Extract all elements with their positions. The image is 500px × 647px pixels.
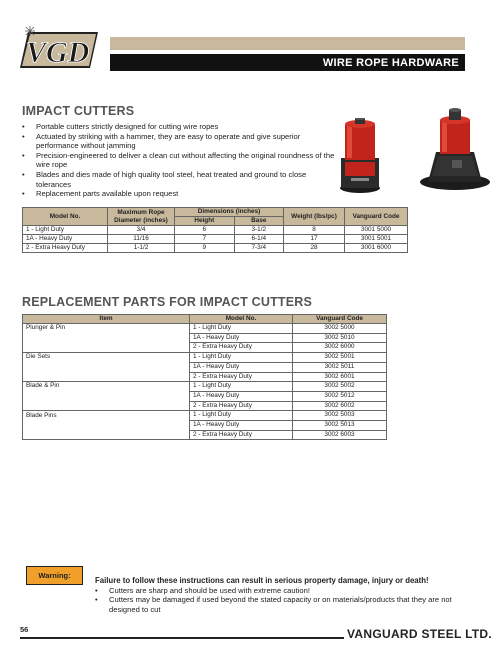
logo-text: VGD: [26, 36, 90, 69]
list-item: • Actuated by striking with a hammer, they are easy to operate and give superior performance without jamming: [22, 132, 342, 151]
cell-model: 1 - Light Duty: [190, 382, 293, 392]
page-title: WIRE ROPE HARDWARE: [322, 56, 459, 69]
cell-model: 1A - Heavy Duty: [190, 362, 293, 372]
impact-cutter-light-duty-image: [335, 118, 385, 194]
cell-item: Plunger & Pin: [23, 324, 190, 334]
cell-code: 3002 5012: [293, 391, 387, 401]
cell-height: 7: [175, 235, 235, 244]
warning-headline: Failure to follow these instructions can result in serious property damage, injury or death!: [95, 576, 429, 585]
section-title-replacement-parts: REPLACEMENT PARTS FOR IMPACT CUTTERS: [22, 295, 313, 309]
section-title-impact-cutters: IMPACT CUTTERS: [22, 104, 135, 118]
table-row: [23, 244, 408, 253]
cell-base: 7-3/4: [234, 244, 283, 253]
table-row: [23, 226, 408, 235]
cell-weight: 17: [284, 235, 345, 244]
list-item: • Cutters may be damaged if used beyond the stated capacity or on materials/products that they are not designed to cut: [95, 595, 475, 614]
cell-base: 6-1/4: [234, 235, 283, 244]
table-row: [23, 411, 387, 421]
warning-list: [95, 586, 475, 614]
col-header-dimensions: Dimensions (inches): [175, 208, 284, 217]
footer-divider: [20, 637, 344, 639]
cell-code: 3002 5000: [293, 324, 387, 334]
cell-code: 3002 5003: [293, 411, 387, 421]
table-row: [23, 333, 387, 343]
cell-item: Die Sets: [23, 353, 190, 363]
cell-code: 3001 5001: [345, 235, 408, 244]
cell-model: 2 - Extra Heavy Duty: [190, 372, 293, 382]
list-item: • Replacement parts available upon request: [22, 189, 342, 199]
col-header-diameter: Maximum Rope Diameter (inches): [108, 208, 175, 226]
cell-model: 1 - Light Duty: [190, 411, 293, 421]
cell-code: 3002 5001: [293, 353, 387, 363]
table-row: [23, 372, 387, 382]
cell-model: 2 - Extra Heavy Duty: [190, 401, 293, 411]
table-row: [23, 343, 387, 353]
page-header-bar: [110, 54, 465, 71]
cell-item: Blade & Pin: [23, 382, 190, 392]
cell-diameter: 1-1/2: [108, 244, 175, 253]
cell-model: 2 - Extra Heavy Duty: [190, 430, 293, 440]
table-row: [23, 421, 387, 431]
header-accent-bar: [110, 37, 465, 50]
cell-weight: 8: [284, 226, 345, 235]
col-header-model: Model No.: [23, 208, 108, 226]
cell-weight: 28: [284, 244, 345, 253]
cell-model: 1A - Heavy Duty: [23, 235, 108, 244]
cell-model: 2 - Extra Heavy Duty: [23, 244, 108, 253]
col-header-base: Base: [234, 217, 283, 226]
col-header-item: Item: [23, 315, 190, 324]
list-item: • Portable cutters strictly designed for cutting wire ropes: [22, 122, 342, 132]
table-row: [23, 235, 408, 244]
list-item: • Precision-engineered to deliver a clean cut without affecting the original roundness of the wire rope: [22, 151, 342, 170]
cell-diameter: 11/16: [108, 235, 175, 244]
cell-code: 3002 6003: [293, 430, 387, 440]
cell-code: 3002 5011: [293, 362, 387, 372]
cell-base: 3-1/2: [234, 226, 283, 235]
impact-cutter-extra-heavy-duty-image: [418, 106, 492, 192]
feature-list: [22, 122, 342, 199]
cell-height: 6: [175, 226, 235, 235]
vgd-logo: [20, 24, 100, 74]
cell-model: 2 - Extra Heavy Duty: [190, 343, 293, 353]
cell-code: 3002 6001: [293, 372, 387, 382]
table-row: [23, 382, 387, 392]
impact-cutters-spec-table: [22, 207, 408, 253]
page-number: 56: [20, 625, 29, 634]
cell-diameter: 3/4: [108, 226, 175, 235]
list-item: • Blades and dies made of high quality tool steel, heat treated and ground to close tolerances: [22, 170, 342, 189]
col-header-model: Model No.: [190, 315, 293, 324]
col-header-code: Vanguard Code: [345, 208, 408, 226]
cell-model: 1A - Heavy Duty: [190, 421, 293, 431]
table-row: [23, 430, 387, 440]
cell-item: Blade Pins: [23, 411, 190, 421]
cell-code: 3002 5010: [293, 333, 387, 343]
list-item: • Cutters are sharp and should be used with extreme caution!: [95, 586, 475, 595]
cell-model: 1 - Light Duty: [190, 324, 293, 334]
cell-code: 3002 5013: [293, 421, 387, 431]
warning-badge: [26, 566, 83, 585]
table-row: [23, 324, 387, 334]
cell-code: 3002 6000: [293, 343, 387, 353]
cell-height: 9: [175, 244, 235, 253]
cell-model: 1A - Heavy Duty: [190, 333, 293, 343]
cell-code: 3002 5002: [293, 382, 387, 392]
cell-code: 3002 6002: [293, 401, 387, 411]
table-row: [23, 362, 387, 372]
col-header-weight: Weight (lbs/pc): [284, 208, 345, 226]
warning-label: Warning:: [38, 571, 71, 580]
col-header-code: Vanguard Code: [293, 315, 387, 324]
company-name: VANGUARD STEEL LTD.: [347, 627, 493, 641]
replacement-parts-table: [22, 314, 387, 440]
cell-code: 3001 6000: [345, 244, 408, 253]
cell-model: 1A - Heavy Duty: [190, 391, 293, 401]
cell-model: 1 - Light Duty: [190, 353, 293, 363]
table-row: [23, 391, 387, 401]
col-header-height: Height: [175, 217, 235, 226]
table-row: [23, 401, 387, 411]
table-row: [23, 353, 387, 363]
cell-model: 1 - Light Duty: [23, 226, 108, 235]
cell-code: 3001 5000: [345, 226, 408, 235]
